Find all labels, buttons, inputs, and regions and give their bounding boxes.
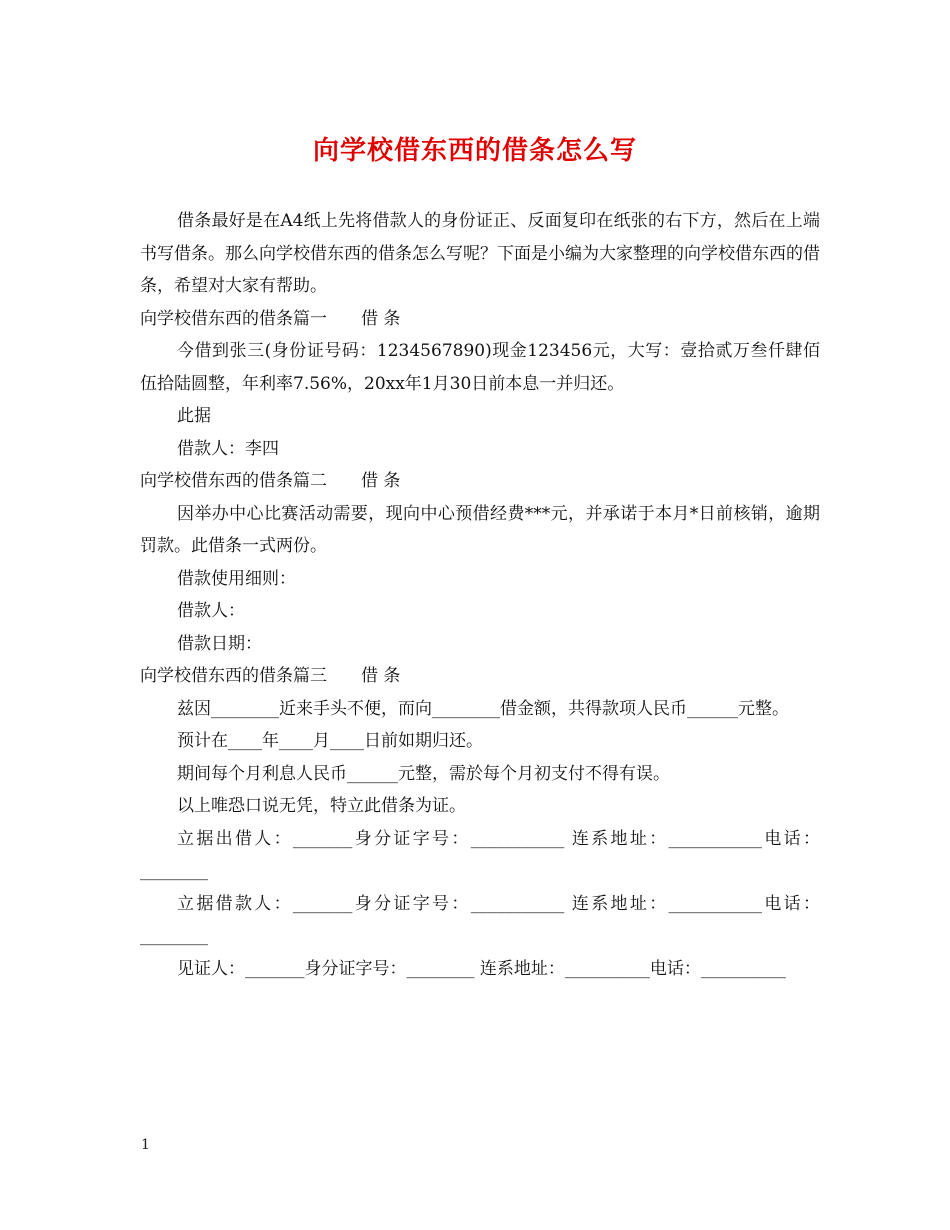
- loan-date-line: 借款日期：: [177, 633, 262, 654]
- closing-phrase: 此据: [177, 406, 211, 426]
- proof-line: 以上唯恐口说无凭，特立此借条为证。: [177, 796, 466, 816]
- lender-signature-line: 立据出借人：_______身分证字号：___________ 连系地址：___________电话：________: [140, 828, 820, 881]
- loan-text-2: 因举办中心比赛活动需要，现向中心预借经费***元，并承诺于本月*日前核销，逾期罚款。此借条一式两份。: [140, 503, 820, 556]
- page-number: 1: [141, 1137, 150, 1153]
- document-body: [140, 205, 820, 985]
- witness-signature-line: 见证人：_______身分证字号：________ 连系地址：__________电话：__________: [177, 958, 786, 979]
- section-heading-1: 向学校借东西的借条篇一 借 条: [140, 308, 401, 329]
- borrower-line-1: 借款人：李四: [177, 438, 279, 459]
- document-title: 向学校借东西的借条怎么写: [312, 136, 637, 166]
- section-heading-3: 向学校借东西的借条篇三 借 条: [140, 666, 401, 686]
- interest-line: 期间每个月利息人民币______元整，需於每个月初支付不得有误。: [177, 763, 670, 784]
- section-heading-2: 向学校借东西的借条篇二 借 条: [140, 471, 401, 491]
- loan-text-3: 兹因________近来手头不便，而向________借金额，共得款项人民币______元整。: [177, 698, 789, 719]
- borrower-line-2: 借款人：: [177, 601, 245, 621]
- repayment-date-line: 预计在____年____月____日前如期归还。: [177, 731, 483, 751]
- loan-text-1: 今借到张三(身份证号码：1234567890)现金123456元，大写：壹拾贰万叁仟肆佰伍拾陆圆整，年利率7.56%，20xx年1月30日前本息一并归还。: [140, 341, 820, 394]
- intro-paragraph: 借条最好是在A4纸上先将借款人的身份证正、反面复印在纸张的右下方，然后在上端书写借条。那么向学校借东西的借条怎么写呢？下面是小编为大家整理的向学校借东西的借条，希望对大家有帮助。: [140, 211, 820, 296]
- borrower-signature-line: 立据借款人：_______身分证字号：___________ 连系地址：___________电话：________: [140, 893, 820, 946]
- usage-rules-line: 借款使用细则：: [177, 568, 296, 589]
